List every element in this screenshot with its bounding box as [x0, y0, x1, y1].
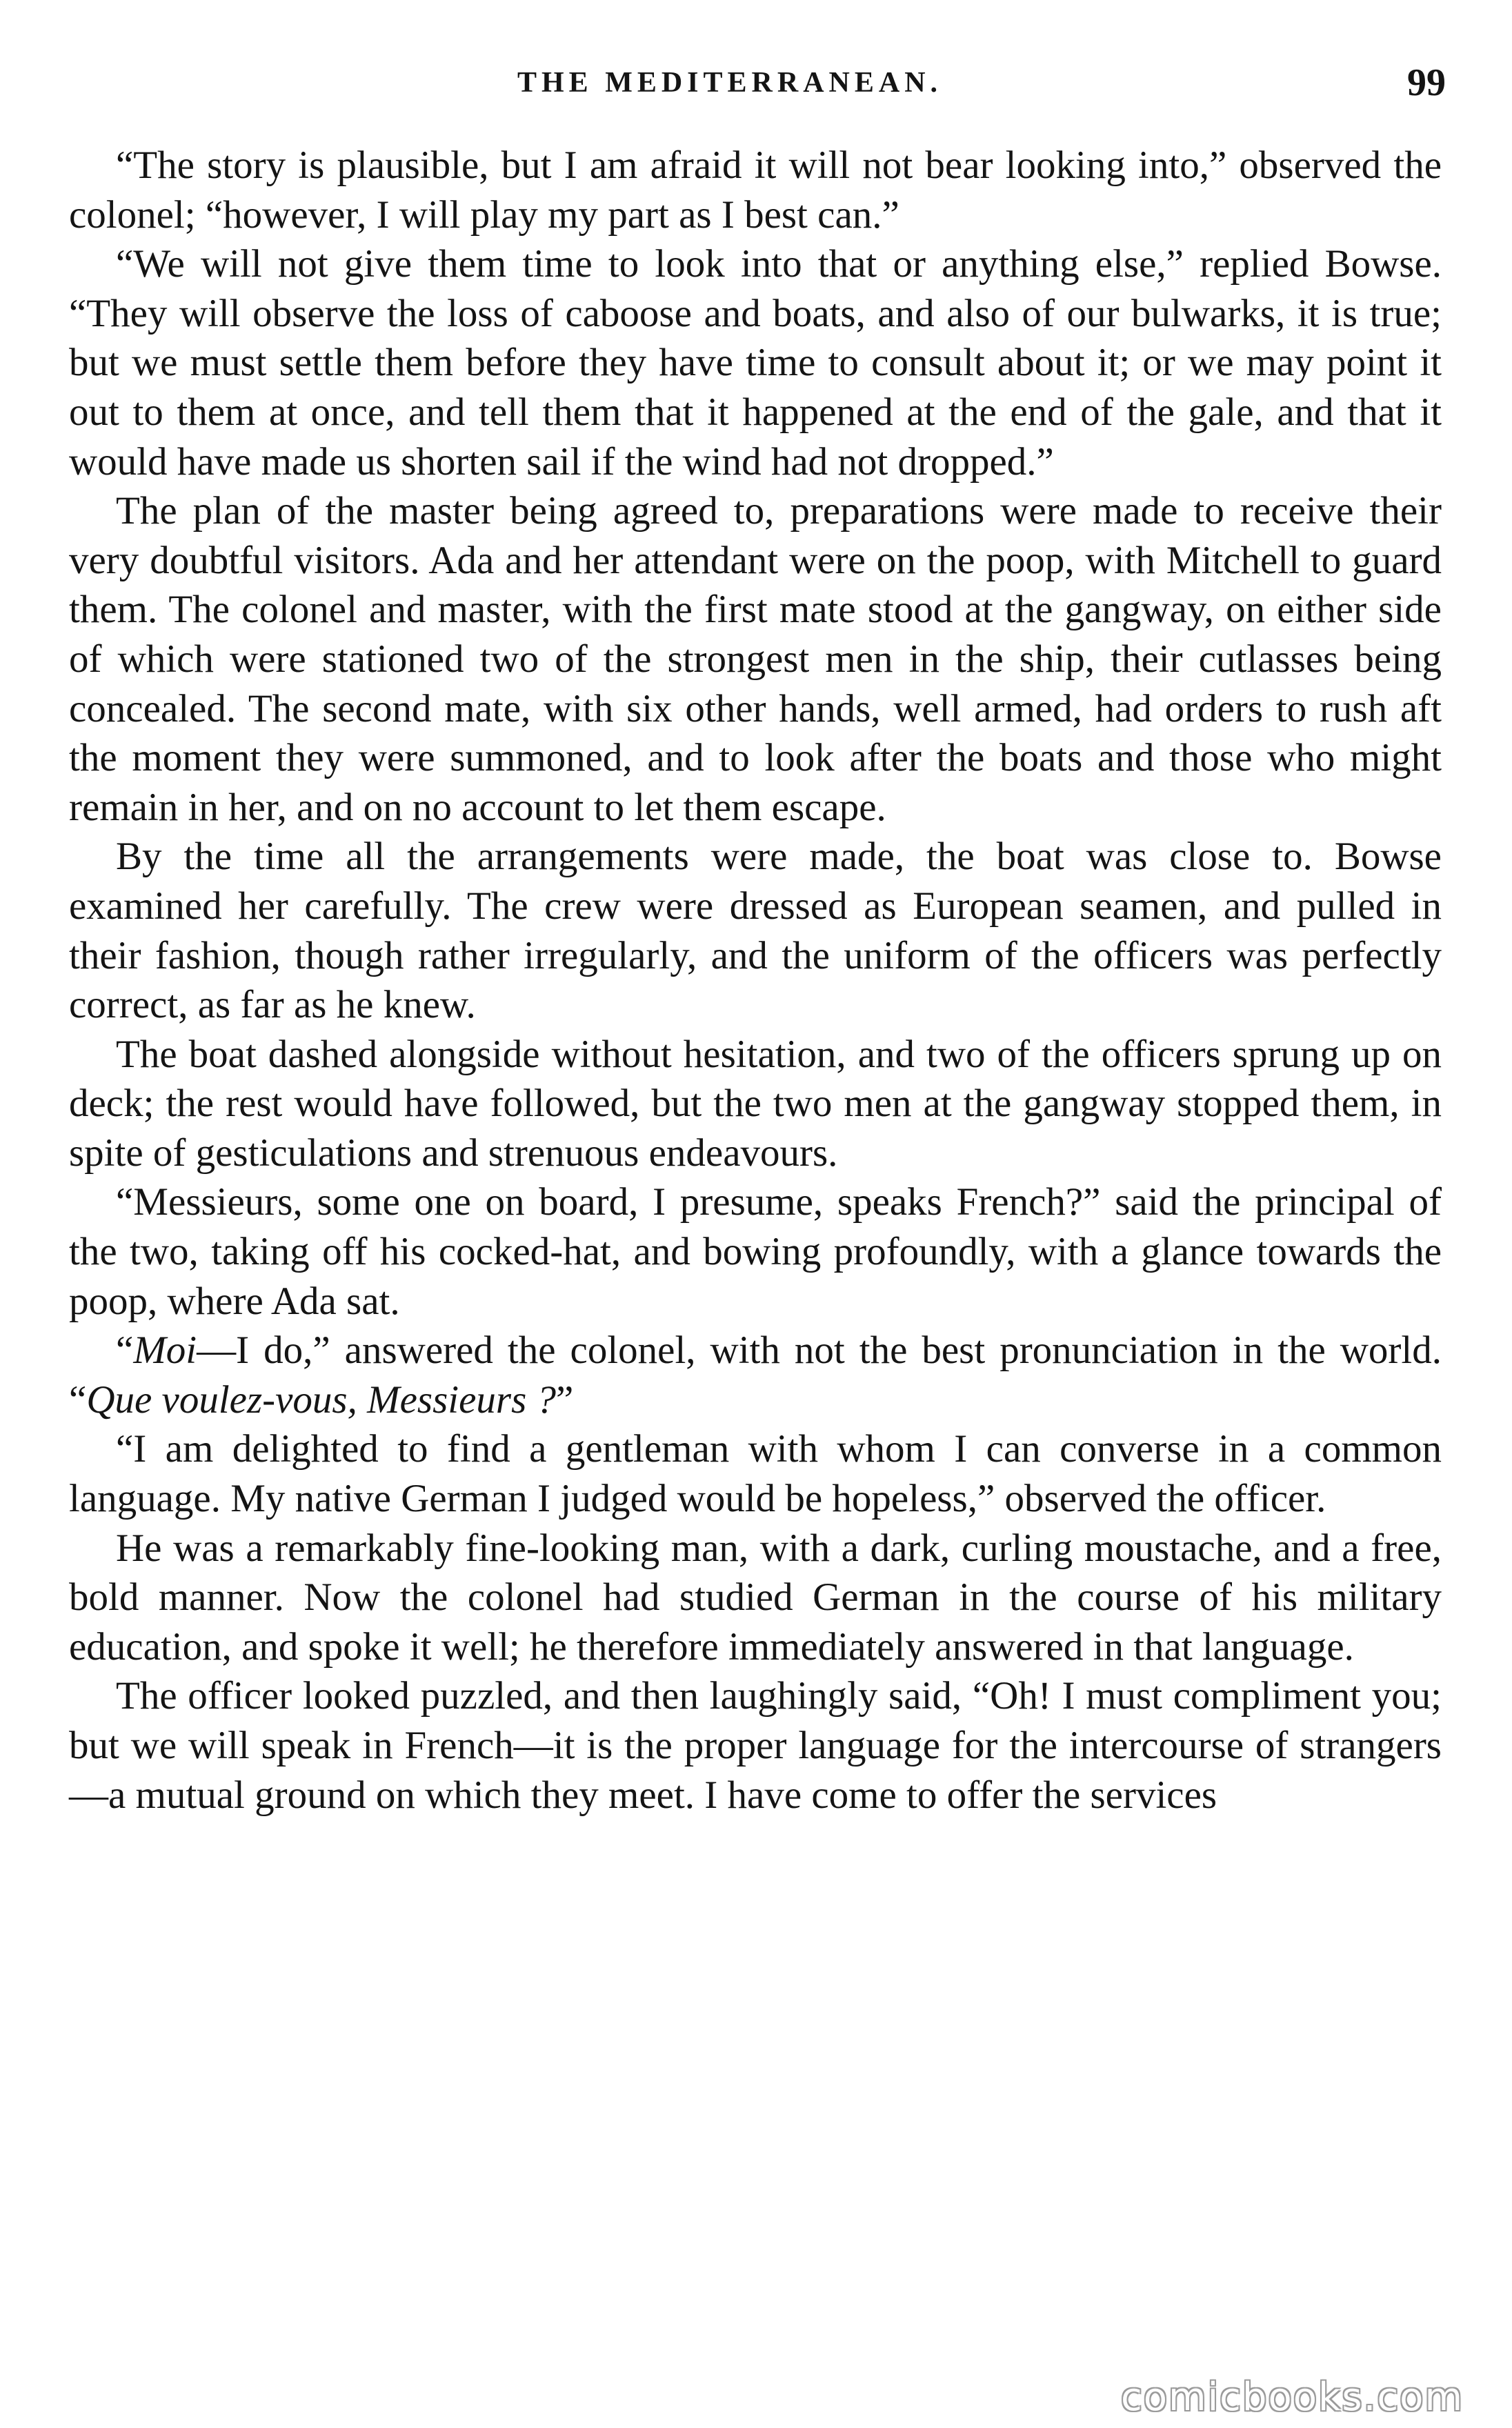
paragraph: “I am delighted to find a gentleman with whom I can converse in a common language. My native German I judged would be hopeless,” observed the officer.	[69, 1427, 1442, 1521]
paragraph: “We will not give them time to look into that or anything else,” replied Bowse. “They will observe the loss of caboose and boats, and also of our bulwarks, it is true; but we must settle them before they have time to consult about it; or we may point it out to them at once, and tell them that it happened at the end of the gale, and that it would have made us shorten sail if the wind had not dropped.”	[69, 242, 1442, 484]
page-number: 99	[1407, 61, 1446, 104]
paragraph: He was a remarkably fine-looking man, with a dark, curling moustache, and a free, bold manner. Now the colonel had studied German in the course of his military education, and spoke it well; he therefore immediately answered in that language.	[69, 1526, 1442, 1669]
paragraph: The boat dashed alongside without hesitation, and two of the officers sprung up on deck; the rest would have followed, but the two men at the gangway stopped them, in spite of gesticulations and strenuous endeavours.	[69, 1032, 1442, 1175]
watermark: comicbooks.com	[1120, 2375, 1464, 2420]
paragraph: “Messieurs, some one on board, I presume, speaks French?” said the principal of the two, taking off his cocked-hat, and bowing profoundly, with a glance towards the poop, where Ada sat.	[69, 1180, 1442, 1323]
moi-italic: Moi	[133, 1329, 197, 1373]
paragraph: The officer looked puzzled, and then laughingly said, “Oh! I must compliment you; but we will speak in French—it is the proper language for the intercourse of strangers—a mutual ground on which they meet. I have come to offer the services	[69, 1674, 1442, 1817]
paragraph: “The story is plausible, but I am afraid it will not bear looking into,” observed the colonel; “however, I will play my part as I best can.”	[69, 143, 1442, 237]
french-question-italic: Que voulez-vous, Messieurs ?	[86, 1377, 557, 1422]
moi-open-quote: “	[116, 1329, 134, 1373]
body-text	[69, 141, 1442, 1820]
paragraph: By the time all the arrangements were made, the boat was close to. Bowse examined her carefully. The crew were dressed as European seamen, and pulled in their fashion, though rather irregularly, and the uniform of the officers was perfectly correct, as far as he knew.	[69, 835, 1442, 1027]
paragraph-moi	[69, 1326, 1442, 1424]
running-head-title: THE MEDITERRANEAN.	[517, 67, 943, 99]
moi-middle-text: —I do,” answered the colonel, with not the best pronunciation in the world. “	[69, 1329, 1442, 1422]
moi-close-quote: ”	[556, 1377, 574, 1422]
paragraph: The plan of the master being agreed to, preparations were made to receive their very doubtful visitors. Ada and her attendant were on the poop, with Mitchell to guard them. The colonel and master, with the first mate stood at the gangway, on either side of which were stationed two of the strongest men in the ship, their cutlasses being concealed. The second mate, with six other hands, well armed, had orders to rush aft the moment they were summoned, and to look after the boats and those who might remain in her, and on no account to let them escape.	[69, 489, 1442, 829]
